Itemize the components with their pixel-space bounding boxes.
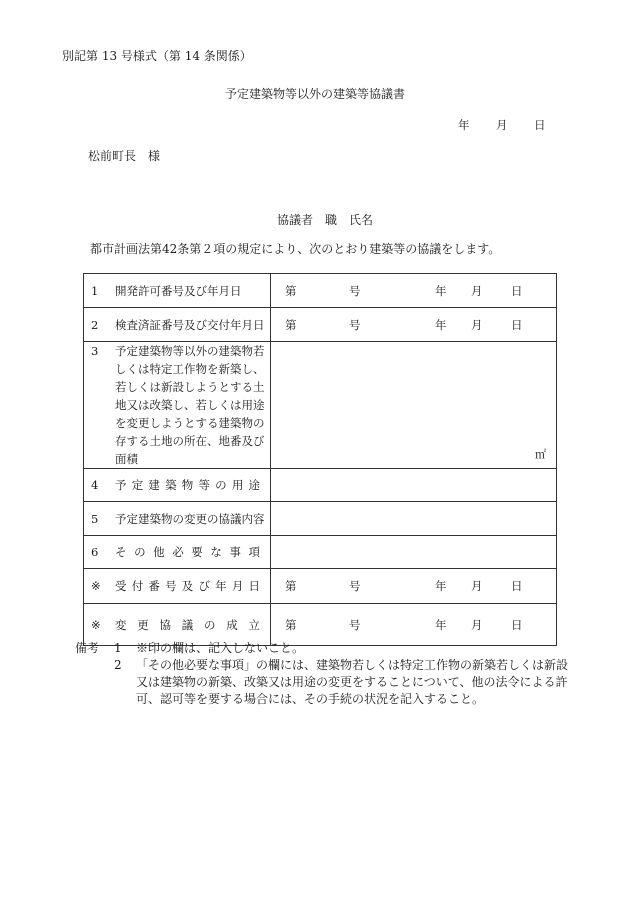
row-label [84, 274, 271, 308]
field-month: 月 [471, 617, 483, 632]
label-char: 受 [115, 579, 127, 593]
row-label-text [115, 577, 266, 595]
label-char: 番 [148, 579, 160, 593]
field-dai: 第 [285, 283, 297, 298]
field-day: 日 [511, 579, 523, 593]
label-char: 号 [165, 579, 177, 593]
row-label-text: 検査済証番号及び交付年月日 [115, 317, 265, 332]
row-number: ※ [91, 579, 101, 593]
row-label-text [115, 543, 266, 561]
remarks [75, 640, 575, 708]
area-unit: ㎡ [535, 448, 546, 461]
field-dai: 第 [285, 579, 297, 593]
row-number: 5 [91, 511, 99, 526]
row-label [84, 308, 271, 342]
row-label [84, 569, 271, 604]
value-cell[interactable] [271, 469, 557, 502]
value-cell[interactable] [271, 342, 557, 469]
row-number: 3 [91, 344, 99, 358]
remark-item [75, 657, 575, 708]
table-row [84, 569, 557, 604]
field-month: 月 [471, 579, 483, 593]
field-year: 年 [435, 283, 447, 298]
label-char: 必 [172, 545, 184, 559]
remark-item [75, 640, 575, 657]
field-month: 月 [471, 317, 483, 332]
date-year-label: 年 [458, 118, 470, 132]
label-char: 項 [248, 545, 260, 559]
label-char: 用 [231, 478, 244, 492]
table-row [84, 308, 557, 342]
field-month: 月 [471, 283, 483, 298]
field-year: 年 [435, 579, 447, 593]
field-go: 号 [349, 283, 361, 298]
row-number: 2 [91, 317, 99, 332]
field-dai: 第 [285, 317, 297, 332]
remarks-heading: 備考 [75, 641, 100, 655]
row-label-text [115, 476, 266, 494]
label-char: 月 [231, 579, 244, 593]
label-char: の [134, 545, 146, 559]
field-day: 日 [511, 283, 523, 298]
row-label [84, 536, 271, 569]
label-char: 変 [115, 617, 127, 632]
field-year: 年 [435, 617, 447, 632]
label-char: 立 [248, 617, 260, 632]
row-label [84, 502, 271, 536]
row-label-text: 予定建築物の変更の協議内容 [115, 511, 265, 526]
label-char: 要 [191, 545, 203, 559]
row-number: 4 [91, 478, 99, 492]
document-title: 予定建築物等以外の建築等協議書 [224, 87, 405, 101]
label-char: 物 [181, 478, 194, 492]
table-row [84, 342, 557, 469]
remark-text: 「その他必要な事項」の欄には、建築物若しくは特定工作物の新築若しくは新設又は建築物の新築、改築又は用途の変更をすることについて、他の法令による許可、認可等を要する場合には、その手続の状況を記入すること。 [136, 658, 569, 706]
field-go: 号 [349, 317, 361, 332]
applicant-line: 協議者 職 氏名 [277, 213, 374, 227]
value-cell[interactable] [271, 502, 557, 536]
label-char: そ [115, 545, 127, 559]
label-char: 建 [148, 478, 160, 492]
table-row [84, 502, 557, 536]
label-char: 事 [229, 545, 241, 559]
row-label [84, 342, 271, 469]
label-char: 日 [248, 579, 260, 593]
table-row [84, 536, 557, 569]
value-cell[interactable] [271, 569, 557, 604]
row-number: 1 [91, 283, 99, 298]
field-dai: 第 [285, 617, 297, 632]
date-day-label: 日 [534, 118, 546, 132]
label-char: 付 [131, 579, 144, 593]
form-number: 別記第 13 号様式（第 14 条関係） [62, 49, 252, 63]
row-label-text: 予定建築物等以外の建築物若しくは特定工作物を新築し、若しくは新設しようとする土地又は改築し、若しくは用途を変更しようとする建築物の存する土地の所在、地番及び面積 [115, 344, 265, 466]
label-char: 築 [165, 478, 177, 492]
label-char: 定 [131, 478, 144, 492]
label-char: 議 [181, 617, 194, 632]
label-char: 途 [248, 478, 260, 492]
table-row [84, 274, 557, 308]
addressee: 松前町長 様 [88, 149, 161, 163]
label-char: 等 [198, 478, 210, 492]
value-cell[interactable] [271, 274, 557, 308]
label-char: な [210, 545, 222, 559]
field-year: 年 [435, 317, 447, 332]
label-char: の [215, 478, 227, 492]
label-char: 更 [137, 617, 149, 632]
value-cell[interactable] [271, 536, 557, 569]
label-char: び [198, 579, 210, 593]
remark-number: 2 [114, 658, 122, 672]
remark-number: 1 [114, 641, 122, 655]
label-char: 年 [215, 579, 227, 593]
row-label [84, 469, 271, 502]
preamble-text: 都市計画法第42条第２項の規定により、次のとおり建築等の協議をします。 [90, 242, 501, 256]
row-label-text: 開発許可番号及び年月日 [115, 283, 242, 298]
remark-text: ※印の欄は、記入しないこと。 [136, 641, 305, 655]
label-char: 協 [159, 617, 171, 632]
label-char: 及 [181, 579, 194, 593]
consultation-form-table [83, 273, 557, 646]
label-char: の [204, 617, 216, 632]
date-month-label: 月 [496, 118, 508, 132]
field-day: 日 [511, 317, 523, 332]
value-cell[interactable] [271, 308, 557, 342]
field-go: 号 [349, 617, 361, 632]
label-char: 予 [115, 478, 127, 492]
row-label-text [115, 616, 266, 634]
field-day: 日 [511, 617, 523, 632]
row-number: ※ [91, 617, 101, 632]
table-row [84, 469, 557, 502]
field-go: 号 [349, 579, 361, 593]
row-number: 6 [91, 545, 99, 559]
label-char: 他 [153, 545, 165, 559]
label-char: 成 [226, 617, 238, 632]
